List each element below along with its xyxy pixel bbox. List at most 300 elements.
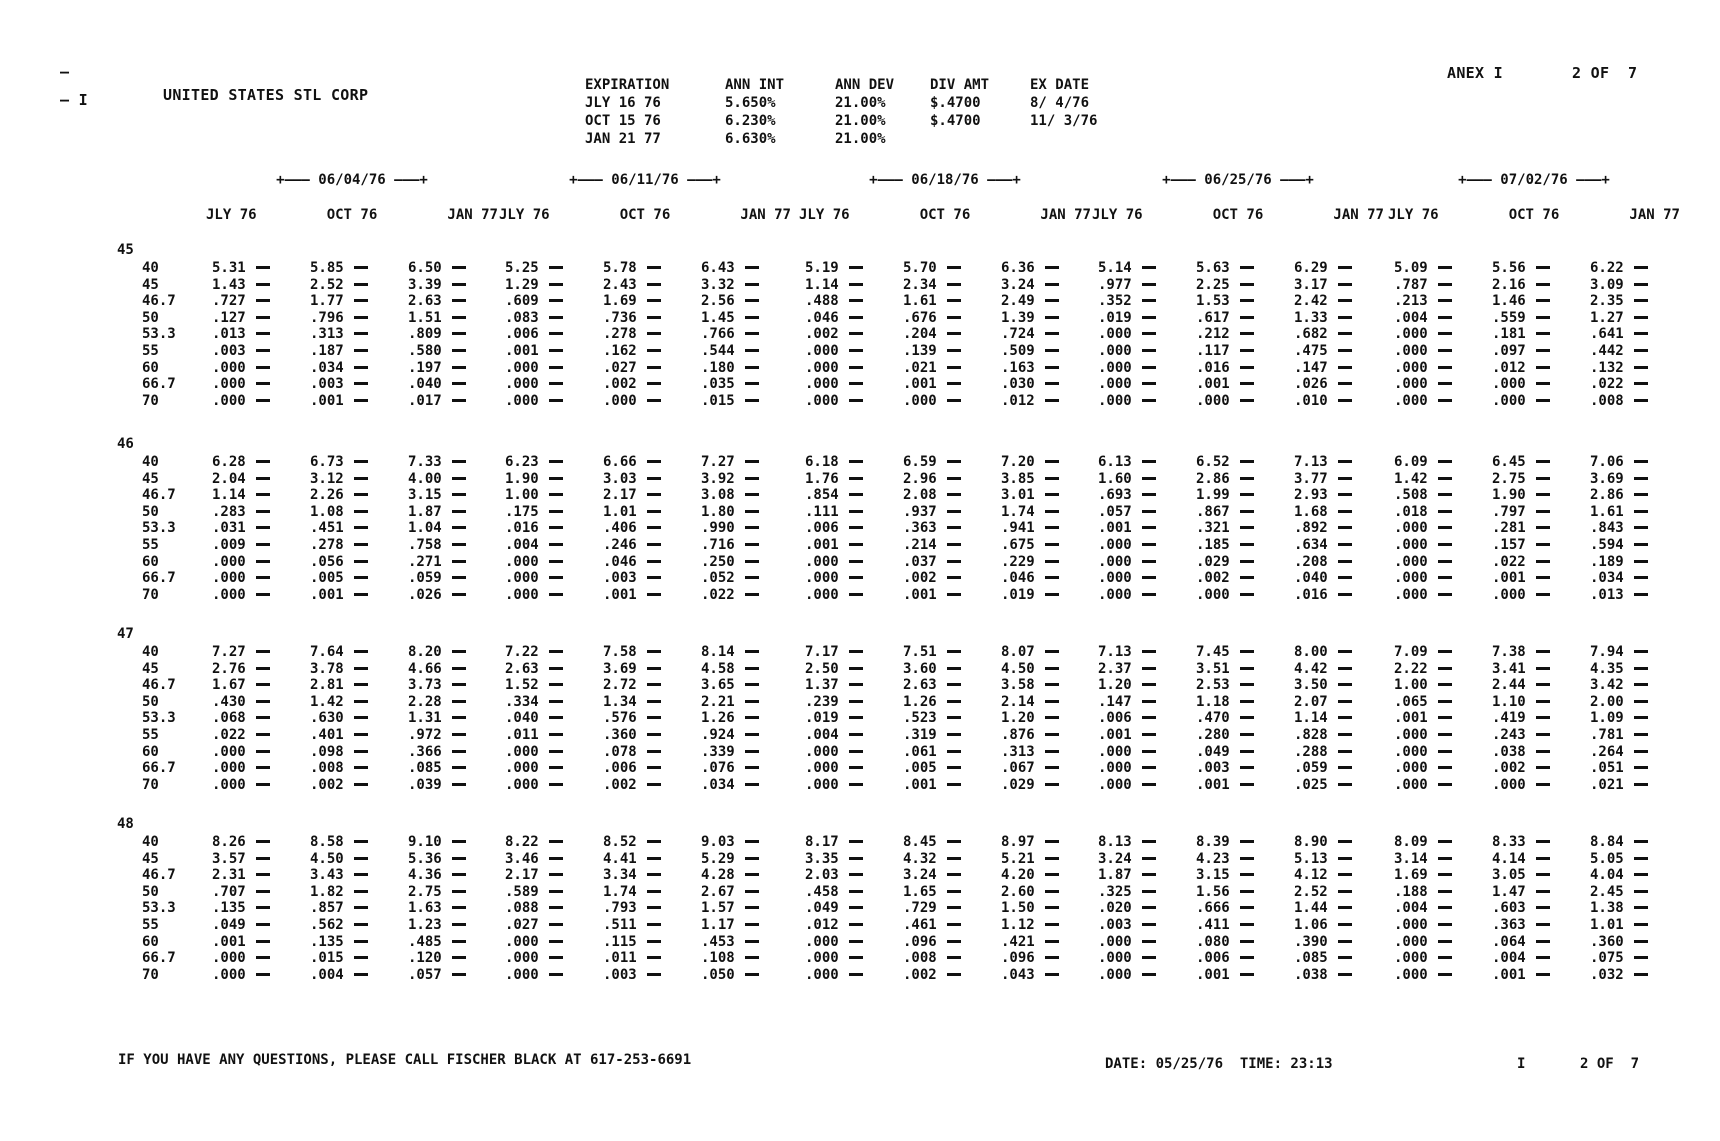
smudge-mark (256, 299, 270, 302)
smudge-mark (1240, 399, 1254, 402)
option-value: 4.36 (408, 867, 442, 884)
smudge-mark (947, 526, 961, 529)
smudge-mark (452, 700, 466, 703)
smudge-mark (1338, 873, 1352, 876)
option-value: 3.14 (1394, 850, 1428, 867)
option-value: .000 (1098, 586, 1132, 603)
option-value: 2.26 (310, 487, 344, 504)
smudge-mark (947, 576, 961, 579)
option-value: .208 (1294, 553, 1328, 570)
option-value: .046 (603, 553, 637, 570)
option-value: 8.14 (701, 644, 735, 660)
smudge-mark (256, 493, 270, 496)
smudge-mark (1045, 460, 1059, 463)
option-value: .061 (903, 743, 937, 760)
option-value: 3.24 (1001, 276, 1035, 293)
smudge-mark (849, 783, 863, 786)
option-value: .038 (1492, 743, 1526, 760)
option-value: .088 (505, 900, 539, 917)
smudge-mark (1438, 750, 1452, 753)
table-row (0, 851, 1720, 867)
option-value: .857 (310, 900, 344, 917)
smudge-mark (849, 493, 863, 496)
smudge-mark (256, 316, 270, 319)
option-value: .004 (1492, 950, 1526, 967)
option-value: .001 (505, 343, 539, 359)
smudge-mark (849, 299, 863, 302)
option-value: 1.37 (805, 677, 839, 694)
option-value: .001 (1196, 966, 1230, 983)
expiration-row (585, 94, 1130, 112)
option-value: .019 (1001, 586, 1035, 603)
smudge-mark (549, 923, 563, 926)
option-value: 1.31 (408, 710, 442, 727)
smudge-mark (354, 299, 368, 302)
option-value: 4.20 (1001, 867, 1035, 884)
option-value: .135 (212, 900, 246, 917)
option-value: .064 (1492, 933, 1526, 950)
option-value: .187 (310, 343, 344, 359)
option-value: .185 (1196, 537, 1230, 553)
option-value: .034 (1590, 570, 1624, 587)
strike-price: 50 (142, 693, 159, 710)
option-value: 1.46 (1492, 293, 1526, 310)
table-row (0, 661, 1720, 677)
option-value: .000 (212, 553, 246, 570)
smudge-mark (849, 857, 863, 860)
smudge-mark (354, 560, 368, 563)
smudge-mark (745, 299, 759, 302)
table-row (0, 867, 1720, 883)
smudge-mark (549, 477, 563, 480)
option-value: .006 (1196, 950, 1230, 967)
option-value: .363 (1492, 917, 1526, 933)
option-value: .001 (1196, 776, 1230, 793)
expiry-column-header: JLY 76 (799, 207, 850, 223)
smudge-mark (947, 382, 961, 385)
smudge-mark (256, 560, 270, 563)
smudge-mark (1240, 750, 1254, 753)
option-value: .085 (408, 760, 442, 777)
option-value: 8.00 (1294, 644, 1328, 660)
option-value: 8.45 (903, 834, 937, 850)
option-value: .458 (805, 883, 839, 900)
smudge-mark (947, 366, 961, 369)
smudge-mark (1438, 316, 1452, 319)
option-value: .040 (1294, 570, 1328, 587)
smudge-mark (1045, 332, 1059, 335)
smudge-mark (849, 593, 863, 596)
strike-price: 55 (142, 343, 159, 359)
smudge-mark (549, 667, 563, 670)
option-value: 6.52 (1196, 454, 1230, 470)
strike-price: 53.3 (142, 900, 176, 917)
option-value: .018 (1394, 503, 1428, 520)
expiration-date: JLY 16 76 (585, 95, 661, 111)
smudge-mark (256, 593, 270, 596)
option-value: 1.20 (1098, 677, 1132, 694)
smudge-mark (1240, 477, 1254, 480)
option-value: .363 (903, 520, 937, 537)
smudge-mark (647, 683, 661, 686)
option-value: 2.63 (903, 677, 937, 694)
option-value: 1.44 (1294, 900, 1328, 917)
ex-date-value (1030, 130, 1130, 148)
option-value: .634 (1294, 537, 1328, 553)
option-value: .000 (1196, 586, 1230, 603)
smudge-mark (1240, 382, 1254, 385)
smudge-mark (745, 460, 759, 463)
table-row (0, 934, 1720, 950)
option-value: 8.33 (1492, 834, 1526, 850)
smudge-mark (452, 766, 466, 769)
table-row (0, 554, 1720, 570)
option-value: .000 (212, 966, 246, 983)
option-value: .000 (1394, 966, 1428, 983)
smudge-mark (745, 857, 759, 860)
option-value: 2.50 (805, 660, 839, 677)
smudge-mark (1438, 510, 1452, 513)
smudge-mark (549, 493, 563, 496)
option-value: 7.27 (212, 644, 246, 660)
week-column-group (499, 172, 791, 223)
smudge-mark (1240, 526, 1254, 529)
strike-price: 45 (142, 470, 159, 487)
option-value: 2.07 (1294, 693, 1328, 710)
option-value: .278 (603, 326, 637, 343)
smudge-mark (452, 683, 466, 686)
option-value: 3.92 (701, 470, 735, 487)
week-column-group (1388, 172, 1680, 223)
option-value: .016 (1196, 359, 1230, 376)
smudge-mark (745, 576, 759, 579)
option-value: 1.33 (1294, 309, 1328, 326)
smudge-mark (256, 840, 270, 843)
option-value: .006 (1098, 710, 1132, 727)
smudge-mark (1536, 890, 1550, 893)
option-value: 4.35 (1590, 660, 1624, 677)
smudge-mark (1438, 382, 1452, 385)
smudge-mark (1634, 840, 1648, 843)
smudge-mark (647, 526, 661, 529)
option-value: .000 (805, 950, 839, 967)
smudge-mark (745, 766, 759, 769)
smudge-mark (452, 873, 466, 876)
option-value: 2.67 (701, 883, 735, 900)
option-value: .049 (212, 917, 246, 933)
option-value: .034 (701, 776, 735, 793)
option-value: .001 (603, 586, 637, 603)
option-value: 4.12 (1294, 867, 1328, 884)
smudge-mark (849, 973, 863, 976)
option-value: .451 (310, 520, 344, 537)
smudge-mark (452, 940, 466, 943)
option-value: 1.52 (505, 677, 539, 694)
option-value: .021 (1590, 776, 1624, 793)
option-value: .002 (903, 966, 937, 983)
smudge-mark (1634, 783, 1648, 786)
smudge-mark (647, 973, 661, 976)
smudge-mark (745, 906, 759, 909)
option-value: .002 (1492, 760, 1526, 777)
smudge-mark (1338, 283, 1352, 286)
smudge-mark (256, 700, 270, 703)
option-value: 3.60 (903, 660, 937, 677)
option-value: 2.25 (1196, 276, 1230, 293)
strike-price: 40 (142, 644, 159, 660)
option-value: .006 (505, 326, 539, 343)
smudge-mark (1536, 906, 1550, 909)
option-value: 2.86 (1196, 470, 1230, 487)
smudge-mark (452, 973, 466, 976)
smudge-mark (1142, 650, 1156, 653)
strike-price: 40 (142, 260, 159, 276)
week-date-header: +——— 06/25/76 ———+ (1162, 172, 1314, 188)
option-value: 7.94 (1590, 644, 1624, 660)
option-value: 6.29 (1294, 260, 1328, 276)
smudge-mark (745, 956, 759, 959)
option-value: .796 (310, 309, 344, 326)
smudge-mark (452, 332, 466, 335)
smudge-mark (452, 477, 466, 480)
option-value: .366 (408, 743, 442, 760)
smudge-mark (1536, 750, 1550, 753)
option-value: 3.12 (310, 470, 344, 487)
smudge-mark (1045, 766, 1059, 769)
option-value: .001 (1492, 570, 1526, 587)
smudge-mark (1338, 526, 1352, 529)
smudge-mark (1338, 733, 1352, 736)
table-row (0, 917, 1720, 933)
option-value: .212 (1196, 326, 1230, 343)
option-value: .180 (701, 359, 735, 376)
option-value: 1.53 (1196, 293, 1230, 310)
smudge-mark (452, 399, 466, 402)
option-value: .056 (310, 553, 344, 570)
smudge-mark (745, 382, 759, 385)
option-value: .135 (310, 933, 344, 950)
smudge-mark (1142, 766, 1156, 769)
option-value: 7.06 (1590, 454, 1624, 470)
smudge-mark (1240, 873, 1254, 876)
option-value: 7.33 (408, 454, 442, 470)
smudge-mark (452, 460, 466, 463)
option-value: .758 (408, 537, 442, 553)
smudge-mark (647, 399, 661, 402)
option-value: .004 (310, 966, 344, 983)
option-value: .020 (1098, 900, 1132, 917)
smudge-mark (745, 733, 759, 736)
smudge-mark (647, 857, 661, 860)
smudge-mark (849, 526, 863, 529)
option-value: 2.14 (1001, 693, 1035, 710)
option-value: .000 (903, 392, 937, 409)
option-value: 6.66 (603, 454, 637, 470)
smudge-mark (354, 382, 368, 385)
smudge-mark (1142, 382, 1156, 385)
smudge-mark (1338, 750, 1352, 753)
option-value: .941 (1001, 520, 1035, 537)
option-value: .000 (1098, 966, 1132, 983)
option-value: .000 (805, 966, 839, 983)
option-value: 1.80 (701, 503, 735, 520)
option-value: 1.14 (212, 487, 246, 504)
smudge-mark (1438, 460, 1452, 463)
option-value: .085 (1294, 950, 1328, 967)
option-value: 1.39 (1001, 309, 1035, 326)
option-value: .001 (903, 776, 937, 793)
smudge-mark (1634, 716, 1648, 719)
option-value: .004 (805, 727, 839, 743)
option-value: .793 (603, 900, 637, 917)
option-value: 7.13 (1294, 454, 1328, 470)
smudge-mark (849, 650, 863, 653)
strike-price: 40 (142, 454, 159, 470)
option-value: .000 (212, 776, 246, 793)
option-value: .076 (701, 760, 735, 777)
option-value: .421 (1001, 933, 1035, 950)
option-value: .000 (1098, 776, 1132, 793)
option-value: 4.41 (603, 850, 637, 867)
option-value: .000 (1394, 537, 1428, 553)
week-column-group (206, 172, 498, 223)
smudge-mark (849, 266, 863, 269)
option-value: 1.74 (603, 883, 637, 900)
smudge-mark (354, 316, 368, 319)
option-value: .321 (1196, 520, 1230, 537)
option-value: .000 (1492, 392, 1526, 409)
smudge-mark (549, 366, 563, 369)
expiration-row (585, 112, 1130, 130)
option-value: 2.17 (603, 487, 637, 504)
smudge-mark (947, 477, 961, 480)
div-amt-header: DIV AMT (930, 77, 990, 93)
week-date-header: +——— 06/11/76 ———+ (569, 172, 721, 188)
option-value: 2.21 (701, 693, 735, 710)
smudge-mark (354, 283, 368, 286)
smudge-mark (849, 543, 863, 546)
smudge-mark (549, 733, 563, 736)
smudge-mark (1438, 667, 1452, 670)
smudge-mark (745, 840, 759, 843)
smudge-mark (947, 349, 961, 352)
smudge-mark (1634, 733, 1648, 736)
week-date-header: +——— 06/04/76 ———+ (276, 172, 428, 188)
option-value: 1.90 (1492, 487, 1526, 504)
option-value: 1.47 (1492, 883, 1526, 900)
smudge-mark (1536, 382, 1550, 385)
option-value: 1.01 (1590, 917, 1624, 933)
option-value: .352 (1098, 293, 1132, 310)
option-value: .080 (1196, 933, 1230, 950)
smudge-mark (452, 593, 466, 596)
option-value: .147 (1294, 359, 1328, 376)
smudge-mark (1142, 783, 1156, 786)
smudge-mark (1142, 906, 1156, 909)
smudge-mark (647, 477, 661, 480)
option-value: .485 (408, 933, 442, 950)
option-value: .693 (1098, 487, 1132, 504)
smudge-mark (1240, 733, 1254, 736)
smudge-mark (1338, 716, 1352, 719)
option-value: .001 (1196, 376, 1230, 393)
ann-dev-value: 21.00% (835, 131, 886, 147)
option-value: .000 (1098, 950, 1132, 967)
smudge-mark (1045, 973, 1059, 976)
smudge-mark (1045, 366, 1059, 369)
option-value: 2.52 (310, 276, 344, 293)
smudge-mark (549, 766, 563, 769)
smudge-mark (1536, 349, 1550, 352)
smudge-mark (1634, 923, 1648, 926)
smudge-mark (452, 316, 466, 319)
smudge-mark (1045, 940, 1059, 943)
expiry-column-headers (799, 207, 1091, 223)
option-value: 1.82 (310, 883, 344, 900)
smudge-mark (1634, 750, 1648, 753)
smudge-mark (849, 956, 863, 959)
smudge-mark (1536, 783, 1550, 786)
smudge-mark (1045, 733, 1059, 736)
option-value: .271 (408, 553, 442, 570)
smudge-mark (1536, 266, 1550, 269)
smudge-mark (1045, 382, 1059, 385)
option-value: 2.45 (1590, 883, 1624, 900)
smudge-mark (1240, 349, 1254, 352)
option-value: .011 (603, 950, 637, 967)
smudge-mark (1438, 366, 1452, 369)
smudge-mark (452, 716, 466, 719)
smudge-mark (452, 857, 466, 860)
smudge-mark (849, 890, 863, 893)
week-date-header: +——— 06/18/76 ———+ (869, 172, 1021, 188)
smudge-mark (354, 460, 368, 463)
smudge-mark (1045, 493, 1059, 496)
option-value: .246 (603, 537, 637, 553)
smudge-mark (256, 783, 270, 786)
option-value: .001 (903, 586, 937, 603)
smudge-mark (947, 716, 961, 719)
option-value: .008 (310, 760, 344, 777)
smudge-mark (452, 750, 466, 753)
option-value: .000 (805, 743, 839, 760)
smudge-mark (256, 510, 270, 513)
footer-mark: I (1517, 1056, 1526, 1072)
option-value: .012 (805, 917, 839, 933)
smudge-mark (745, 940, 759, 943)
smudge-mark (745, 716, 759, 719)
smudge-mark (452, 783, 466, 786)
option-value: .727 (212, 293, 246, 310)
option-value: .030 (1001, 376, 1035, 393)
table-row (0, 677, 1720, 693)
option-value: 3.51 (1196, 660, 1230, 677)
option-value: 1.87 (408, 503, 442, 520)
smudge-mark (1338, 543, 1352, 546)
option-value: 3.01 (1001, 487, 1035, 504)
smudge-mark (256, 382, 270, 385)
option-value: .002 (310, 776, 344, 793)
option-value: 6.13 (1098, 454, 1132, 470)
table-row (0, 710, 1720, 726)
ann-int-value: 6.630% (725, 131, 776, 147)
option-value: 1.50 (1001, 900, 1035, 917)
option-value: 3.05 (1492, 867, 1526, 884)
smudge-mark (1634, 766, 1648, 769)
option-value: 7.58 (603, 644, 637, 660)
option-value: .283 (212, 503, 246, 520)
smudge-mark (1240, 906, 1254, 909)
